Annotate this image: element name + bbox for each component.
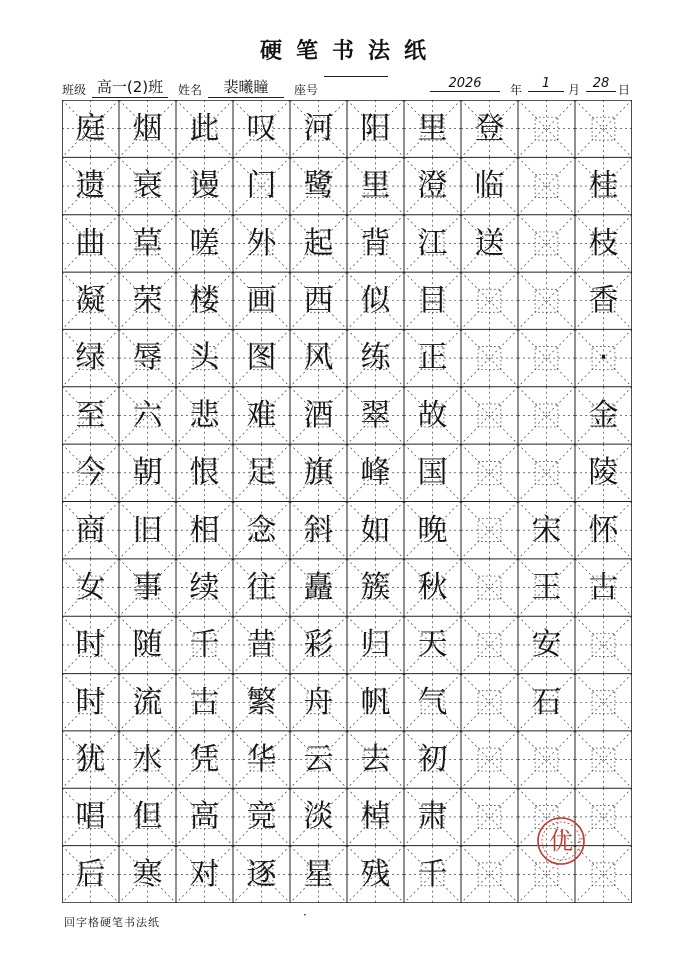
calligraphy-character: 古 (189, 684, 220, 720)
calligraphy-character: 念 (246, 512, 277, 548)
name-label: 姓名 (178, 83, 203, 97)
calligraphy-character: 临 (474, 168, 505, 204)
calligraphy-character: 门 (246, 168, 277, 204)
calligraphy-character: 昔 (246, 627, 277, 663)
calligraphy-character: 女 (75, 569, 106, 605)
calligraphy-character: 去 (360, 741, 391, 777)
calligraphy-character: 千 (189, 627, 220, 663)
calligraphy-character: 枝 (588, 225, 619, 261)
calligraphy-character: 酒 (303, 397, 334, 433)
calligraphy-character: 对 (189, 856, 220, 892)
calligraphy-character: 目 (417, 283, 448, 319)
calligraphy-character: 里 (360, 168, 391, 204)
calligraphy-character: 事 (132, 569, 163, 605)
page-title: 硬笔书法纸 (259, 38, 440, 64)
calligraphy-character: 阳 (360, 111, 391, 146)
calligraphy-character: 庭 (75, 111, 106, 146)
cell-diagonal (518, 329, 575, 386)
calligraphy-character: 遗 (75, 168, 106, 204)
calligraphy-character: 气 (417, 684, 448, 720)
cell-diagonal (461, 846, 518, 903)
calligraphy-character: 风 (303, 340, 334, 376)
calligraphy-character: 至 (75, 397, 106, 433)
cell-diagonal (461, 731, 518, 788)
calligraphy-character: 残 (360, 856, 391, 892)
calligraphy-character: 秋 (417, 569, 448, 605)
calligraphy-character: 曲 (75, 225, 106, 261)
calligraphy-character: 此 (189, 111, 220, 146)
cell-diagonal (575, 731, 632, 788)
calligraphy-character: 天 (417, 627, 448, 663)
calligraphy-character: 如 (360, 512, 391, 548)
calligraphy-character: 国 (417, 455, 448, 491)
calligraphy-character: 古 (588, 569, 619, 605)
calligraphy-character: 西 (303, 283, 334, 319)
cell-diagonal (518, 100, 575, 157)
calligraphy-character: 流 (132, 684, 163, 720)
cell-diagonal (518, 731, 575, 788)
calligraphy-character: 初 (417, 741, 448, 777)
calligraphy-character: 旧 (132, 512, 163, 548)
calligraphy-character: 草 (132, 225, 163, 261)
cell-diagonal (461, 329, 518, 386)
month-value: 1 (528, 76, 564, 92)
calligraphy-character: 峰 (360, 455, 391, 491)
cell-diagonal (518, 157, 575, 214)
cell-diagonal (575, 674, 632, 731)
calligraphy-character: 归 (360, 627, 391, 663)
calligraphy-character: 楼 (189, 283, 220, 319)
calligraphy-character: 怀 (588, 512, 619, 548)
calligraphy-character: 帆 (360, 684, 391, 720)
calligraphy-character: 旗 (303, 455, 334, 491)
calligraphy-character: 桂 (588, 168, 619, 204)
calligraphy-character: 舟 (303, 684, 334, 720)
calligraphy-character: 肃 (417, 799, 448, 835)
calligraphy-character: 金 (588, 397, 619, 433)
cell-diagonal (461, 674, 518, 731)
calligraphy-character: 时 (75, 627, 106, 663)
calligraphy-character: 荣 (132, 283, 163, 319)
calligraphy-character: 衰 (132, 168, 163, 204)
calligraphy-character: 千 (417, 856, 448, 892)
calligraphy-character: 晚 (417, 512, 448, 548)
year-value: 2026 (430, 76, 500, 92)
calligraphy-character: 斜 (303, 512, 334, 548)
day-label: 日 (618, 83, 631, 97)
cell-diagonal (575, 100, 632, 157)
calligraphy-character: 正 (417, 340, 448, 376)
calligraphy-character: 辱 (132, 340, 163, 376)
calligraphy-character: 叹 (246, 111, 277, 146)
cell-diagonal (461, 502, 518, 559)
calligraphy-character: 华 (246, 741, 277, 777)
calligraphy-character: 星 (303, 856, 334, 892)
calligraphy-character: 后 (75, 856, 106, 892)
writing-grid (62, 100, 632, 903)
footer-text: 回字格硬笔书法纸 (64, 916, 160, 929)
calligraphy-character: 水 (132, 741, 163, 777)
calligraphy-character: 头 (189, 340, 220, 376)
calligraphy-character: 今 (75, 455, 106, 491)
stamp-text: 优 (549, 827, 573, 855)
calligraphy-character: 犹 (75, 741, 106, 777)
calligraphy-character: · (598, 340, 609, 376)
calligraphy-character: 送 (474, 225, 505, 261)
calligraphy-character: 翠 (360, 397, 391, 433)
calligraphy-character: 鹭 (303, 168, 334, 204)
excellent-stamp (535, 815, 587, 867)
calligraphy-character: 逐 (246, 856, 277, 892)
cell-diagonal (518, 387, 575, 444)
calligraphy-character: 石 (531, 684, 562, 720)
calligraphy-character: 王 (531, 569, 562, 605)
calligraphy-character: 棹 (360, 799, 391, 835)
calligraphy-character: 嗟 (189, 225, 220, 261)
calligraphy-character: 竞 (246, 799, 277, 835)
year-label: 年 (510, 83, 523, 97)
month-label: 月 (568, 83, 581, 97)
calligraphy-character: 矗 (303, 569, 334, 605)
name-value: 裴曦瞳 (208, 76, 284, 98)
calligraphy-character: 高 (189, 799, 220, 835)
calligraphy-character: 彩 (303, 627, 334, 663)
cell-diagonal (461, 788, 518, 845)
calligraphy-character: 澄 (417, 168, 448, 204)
cell-diagonal (461, 387, 518, 444)
calligraphy-character: 往 (246, 569, 277, 605)
calligraphy-character: 足 (246, 455, 277, 491)
calligraphy-character: 河 (303, 111, 334, 146)
calligraphy-character: 悲 (189, 397, 220, 433)
calligraphy-character: 似 (360, 283, 391, 319)
footer-dot: · (303, 908, 307, 922)
calligraphy-character: 江 (417, 225, 448, 261)
calligraphy-character: 商 (75, 512, 106, 548)
calligraphy-character: 宋 (531, 512, 562, 548)
class-value: 高一(2)班 (92, 76, 168, 98)
cell-diagonal (518, 444, 575, 501)
calligraphy-character: 寒 (132, 856, 163, 892)
calligraphy-character: 恨 (189, 455, 220, 491)
calligraphy-character: 绿 (75, 340, 106, 376)
calligraphy-character: 陵 (588, 455, 619, 491)
calligraphy-character: 登 (474, 111, 505, 146)
calligraphy-character: 凭 (189, 741, 220, 777)
calligraphy-character: 但 (132, 799, 163, 835)
calligraphy-character: 背 (360, 225, 391, 261)
header-info (62, 76, 632, 100)
calligraphy-character: 云 (303, 741, 334, 777)
calligraphy-character: 繁 (246, 684, 277, 720)
calligraphy-character: 图 (246, 340, 277, 376)
cell-diagonal (518, 215, 575, 272)
calligraphy-character: 随 (132, 627, 163, 663)
calligraphy-character: 烟 (132, 111, 163, 146)
calligraphy-character: 朝 (132, 455, 163, 491)
cell-diagonal (518, 272, 575, 329)
calligraphy-character: 外 (246, 225, 277, 261)
calligraphy-character: 香 (588, 283, 619, 319)
calligraphy-character: 续 (189, 569, 220, 605)
seat-label: 座号 (294, 83, 319, 97)
seat-value (324, 76, 388, 77)
cell-diagonal (461, 616, 518, 673)
calligraphy-character: 淡 (303, 799, 334, 835)
calligraphy-character: 簇 (360, 569, 391, 605)
calligraphy-character: 练 (360, 340, 391, 376)
calligraphy-character: 安 (531, 627, 562, 663)
calligraphy-character: 起 (303, 225, 334, 261)
calligraphy-character: 谩 (189, 168, 220, 204)
calligraphy-character: 里 (417, 111, 448, 146)
class-label: 班级 (62, 83, 87, 97)
calligraphy-character: 难 (246, 397, 277, 433)
cell-diagonal (461, 444, 518, 501)
calligraphy-character: 六 (132, 397, 163, 433)
day-value: 28 (586, 76, 616, 92)
calligraphy-character: 画 (246, 283, 277, 319)
calligraphy-character: 故 (417, 397, 448, 433)
calligraphy-character: 唱 (75, 799, 106, 835)
cell-diagonal (461, 559, 518, 616)
cell-diagonal (575, 616, 632, 673)
cell-diagonal (461, 272, 518, 329)
calligraphy-character: 相 (189, 512, 220, 548)
calligraphy-character: 凝 (75, 283, 106, 319)
calligraphy-character: 时 (75, 684, 106, 720)
